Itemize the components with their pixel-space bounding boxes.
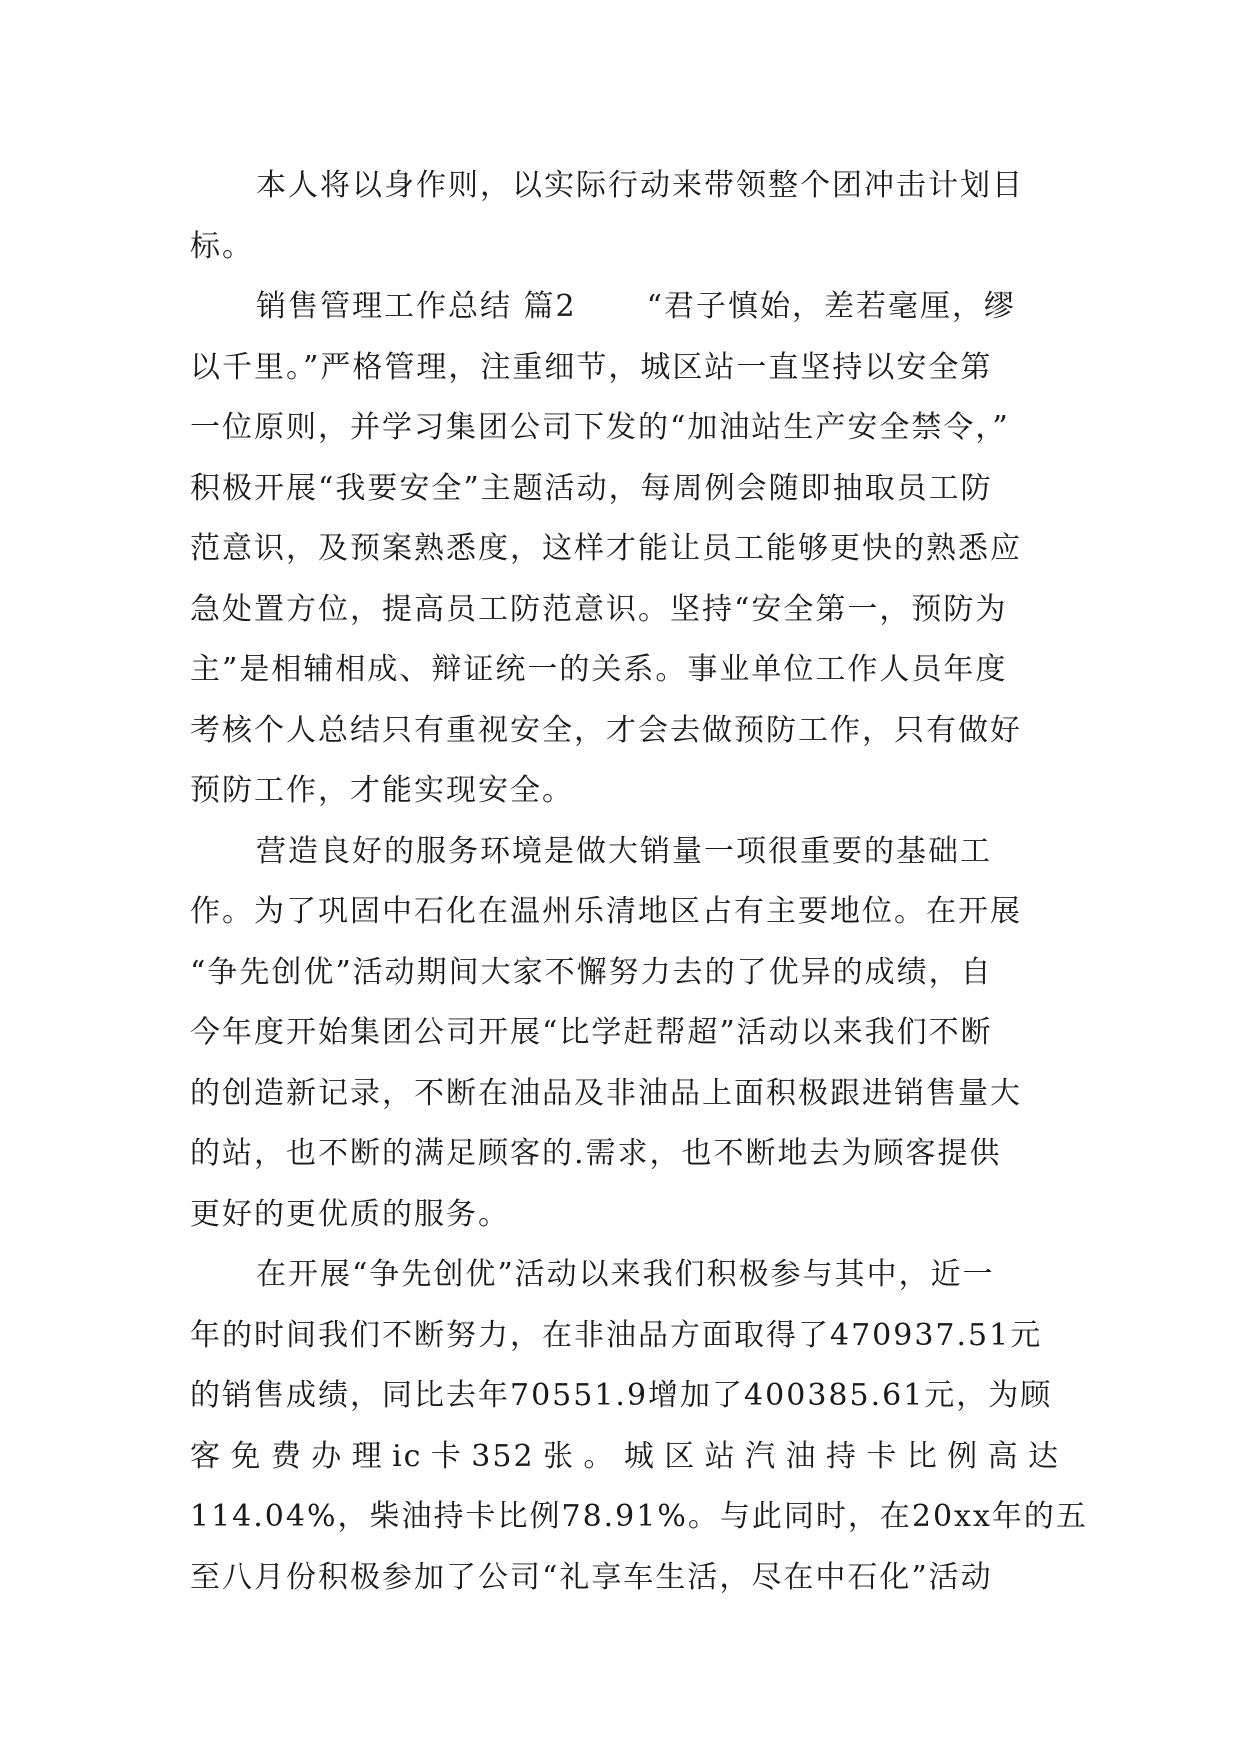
text-line: 积极开展“我要安全”主题活动，每周例会随即抽取员工防: [190, 470, 993, 506]
text-line: 标。: [190, 228, 254, 264]
section-heading: 销售管理工作总结 篇2: [256, 289, 577, 324]
text-line: 的创造新记录，不断在油品及非油品上面积极跟进销售量大: [190, 1075, 1022, 1111]
text-line: 的销售成绩，同比去年70551.9增加了400385.61元，为顾: [190, 1378, 1053, 1413]
text-line: 考核个人总结只有重视安全，才会去做预防工作，只有做好: [190, 712, 1022, 748]
text-line: 营造良好的服务环境是做大销量一项很重要的基础工: [256, 833, 992, 869]
text-line: 以千里。”严格管理，注重细节，城区站一直坚持以安全第: [190, 349, 993, 385]
text-line: [190, 277, 1060, 338]
text-line: 114.04%，柴油持卡比例78.91%。与此同时，在20xx年的五: [190, 1499, 1088, 1534]
text-line: 年的时间我们不断努力，在非油品方面取得了470937.51元: [190, 1317, 1043, 1353]
text-line: 至八月份积极参加了公司“礼享车生活，尽在中石化”活动: [190, 1559, 993, 1595]
quote-start: “君子慎始，差若毫厘，缪: [646, 289, 1016, 324]
text-line: 急处置方位，提高员工防范意识。坚持“安全第一，预防为: [190, 591, 1008, 627]
text-line: “争先创优”活动期间大家不懈努力去的了优异的成绩，自: [190, 954, 993, 990]
text-line: 预防工作，才能实现安全。: [190, 773, 574, 808]
text-line: 一位原则，并学习集团公司下发的“加油站生产安全禁令，”: [190, 410, 1010, 445]
text-line: 本人将以身作则，以实际行动来带领整个团冲击计划目: [256, 168, 1024, 203]
text-line: 的站，也不断的满足顾客的.需求，也不断地去为顾客提供: [190, 1136, 1002, 1171]
text-line: 作。为了巩固中石化在温州乐清地区占有主要地位。在开展: [190, 894, 1022, 929]
text-line: 今年度开始集团公司开展“比学赶帮超”活动以来我们不断: [190, 1015, 993, 1050]
text-line: 在开展“争先创优”活动以来我们积极参与其中，近一: [256, 1257, 995, 1292]
document-body: [190, 156, 1088, 1608]
text-line: 主”是相辅相成、辩证统一的关系。事业单位工作人员年度: [190, 652, 1008, 687]
text-line: 客免费办理ic卡352张。城区站汽油持卡比例高达: [190, 1438, 1060, 1474]
text-line: 更好的更优质的服务。: [190, 1196, 510, 1232]
text-line: 范意识，及预案熟悉度，这样才能让员工能够更快的熟悉应: [190, 531, 1022, 566]
